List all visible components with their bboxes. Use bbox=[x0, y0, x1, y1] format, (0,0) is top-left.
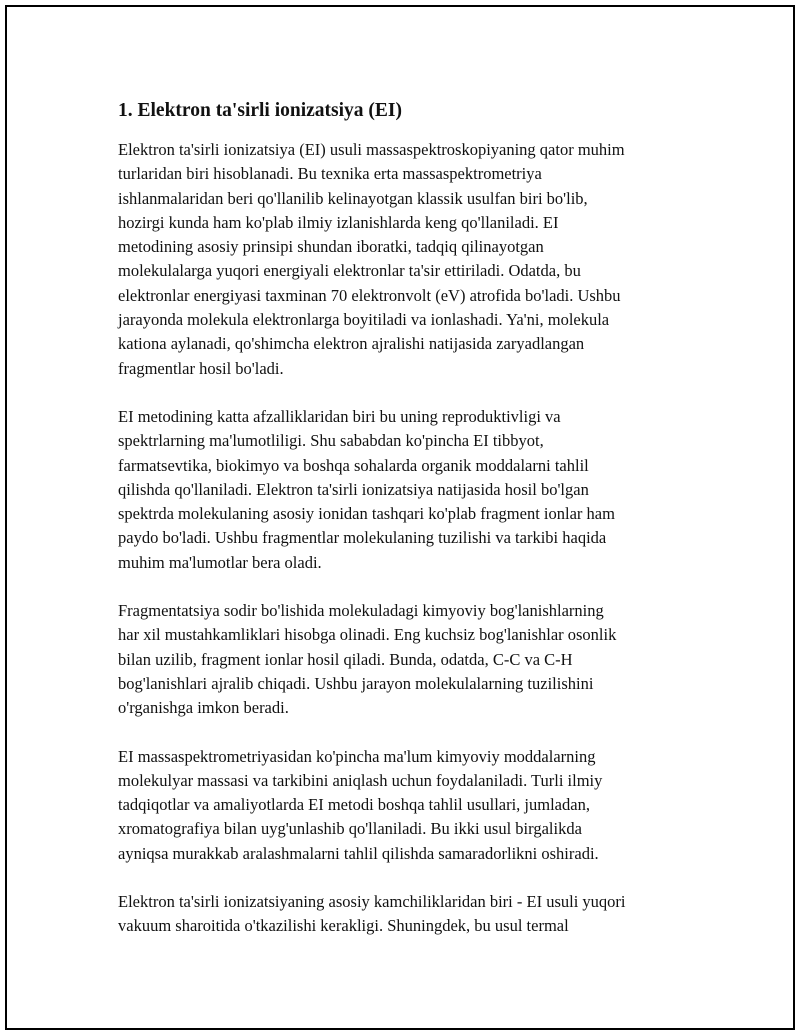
paragraph-4 bbox=[118, 745, 698, 866]
text-line: bilan uzilib, fragment ionlar hosil qiladi. Bunda, odatda, C-C va C-H bbox=[118, 649, 573, 669]
text-line: fragmentlar hosil bo'ladi. bbox=[118, 358, 284, 378]
text-line: hozirgi kunda ham ko'plab ilmiy izlanishlarda keng qo'llaniladi. EI bbox=[118, 212, 559, 232]
document-body bbox=[118, 97, 698, 963]
text-line: turlaridan biri hisoblanadi. Bu texnika erta massaspektrometriya bbox=[118, 164, 542, 184]
text-line: ayniqsa murakkab aralashmalarni tahlil qilishda samaradorlikni oshiradi. bbox=[118, 843, 599, 863]
paragraph-2 bbox=[118, 405, 698, 575]
text-line: tadqiqotlar va amaliyotlarda EI metodi boshqa tahlil usullari, jumladan, bbox=[118, 795, 590, 815]
text-line: Fragmentatsiya sodir bo'lishida molekuladagi kimyoviy bog'lanishlarning bbox=[118, 601, 604, 621]
text-line: metodining asosiy prinsipi shundan iboratki, tadqiq qilinayotgan bbox=[118, 237, 544, 257]
text-line: xromatografiya bilan uyg'unlashib qo'llaniladi. Bu ikki usul birgalikda bbox=[118, 819, 582, 839]
section-heading: 1. Elektron ta'sirli ionizatsiya (EI) bbox=[118, 100, 403, 121]
text-line: Elektron ta'sirli ionizatsiya (EI) usuli massaspektroskopiyaning qator muhim bbox=[118, 140, 625, 159]
paragraph-5 bbox=[118, 890, 698, 939]
text-line: bog'lanishlari ajralib chiqadi. Ushbu jarayon molekulalarning tuzilishini bbox=[118, 673, 594, 693]
text-line: vakuum sharoitida o'tkazilishi kerakligi. Shuningdek, bu usul termal bbox=[118, 916, 569, 936]
text-line: har xil mustahkamliklari hisobga olinadi. Eng kuchsiz bog'lanishlar osonlik bbox=[118, 625, 617, 645]
text-line: paydo bo'ladi. Ushbu fragmentlar molekulaning tuzilishi va tarkibi haqida bbox=[118, 528, 607, 548]
text-line: EI metodining katta afzalliklaridan biri bu uning reproduktivligi va bbox=[118, 406, 561, 426]
text-line: kationa aylanadi, qo'shimcha elektron ajralishi natijasida zaryadlangan bbox=[118, 334, 585, 354]
text-line: Elektron ta'sirli ionizatsiyaning asosiy kamchiliklaridan biri - EI usuli yuqori bbox=[118, 892, 626, 912]
document-page bbox=[5, 5, 795, 1030]
text-line: jarayonda molekula elektronlarga boyitiladi va ionlashadi. Ya'ni, molekula bbox=[118, 310, 610, 330]
text-line: elektronlar energiyasi taxminan 70 elektronvolt (eV) atrofida bo'ladi. Ushbu bbox=[118, 285, 621, 305]
text-line: spektrlarning ma'lumotliligi. Shu sababdan ko'pincha EI tibbyot, bbox=[118, 431, 544, 451]
text-line: o'rganishga imkon beradi. bbox=[118, 698, 289, 718]
text-line: EI massaspektrometriyasidan ko'pincha ma'lum kimyoviy moddalarning bbox=[118, 746, 596, 766]
text-line: ishlanmalaridan beri qo'llanilib kelinayotgan klassik usulfan biri bo'lib, bbox=[118, 188, 588, 208]
text-line: spektrda molekulaning asosiy ionidan tashqari ko'plab fragment ionlar ham bbox=[118, 504, 615, 524]
text-line: qilishda qo'llaniladi. Elektron ta'sirli ionizatsiya natijasida hosil bo'lgan bbox=[118, 479, 589, 499]
text-line: muhim ma'lumotlar bera oladi. bbox=[118, 552, 322, 572]
paragraph-3 bbox=[118, 599, 698, 720]
text-line: farmatsevtika, biokimyo va boshqa sohalarda organik moddalarni tahlil bbox=[118, 455, 589, 475]
text-line: molekulyar massasi va tarkibini aniqlash uchun foydalaniladi. Turli ilmiy bbox=[118, 770, 603, 790]
paragraph-1 bbox=[118, 138, 698, 381]
text-line: molekulalarga yuqori energiyali elektronlar ta'sir ettiriladi. Odatda, bu bbox=[118, 261, 581, 281]
